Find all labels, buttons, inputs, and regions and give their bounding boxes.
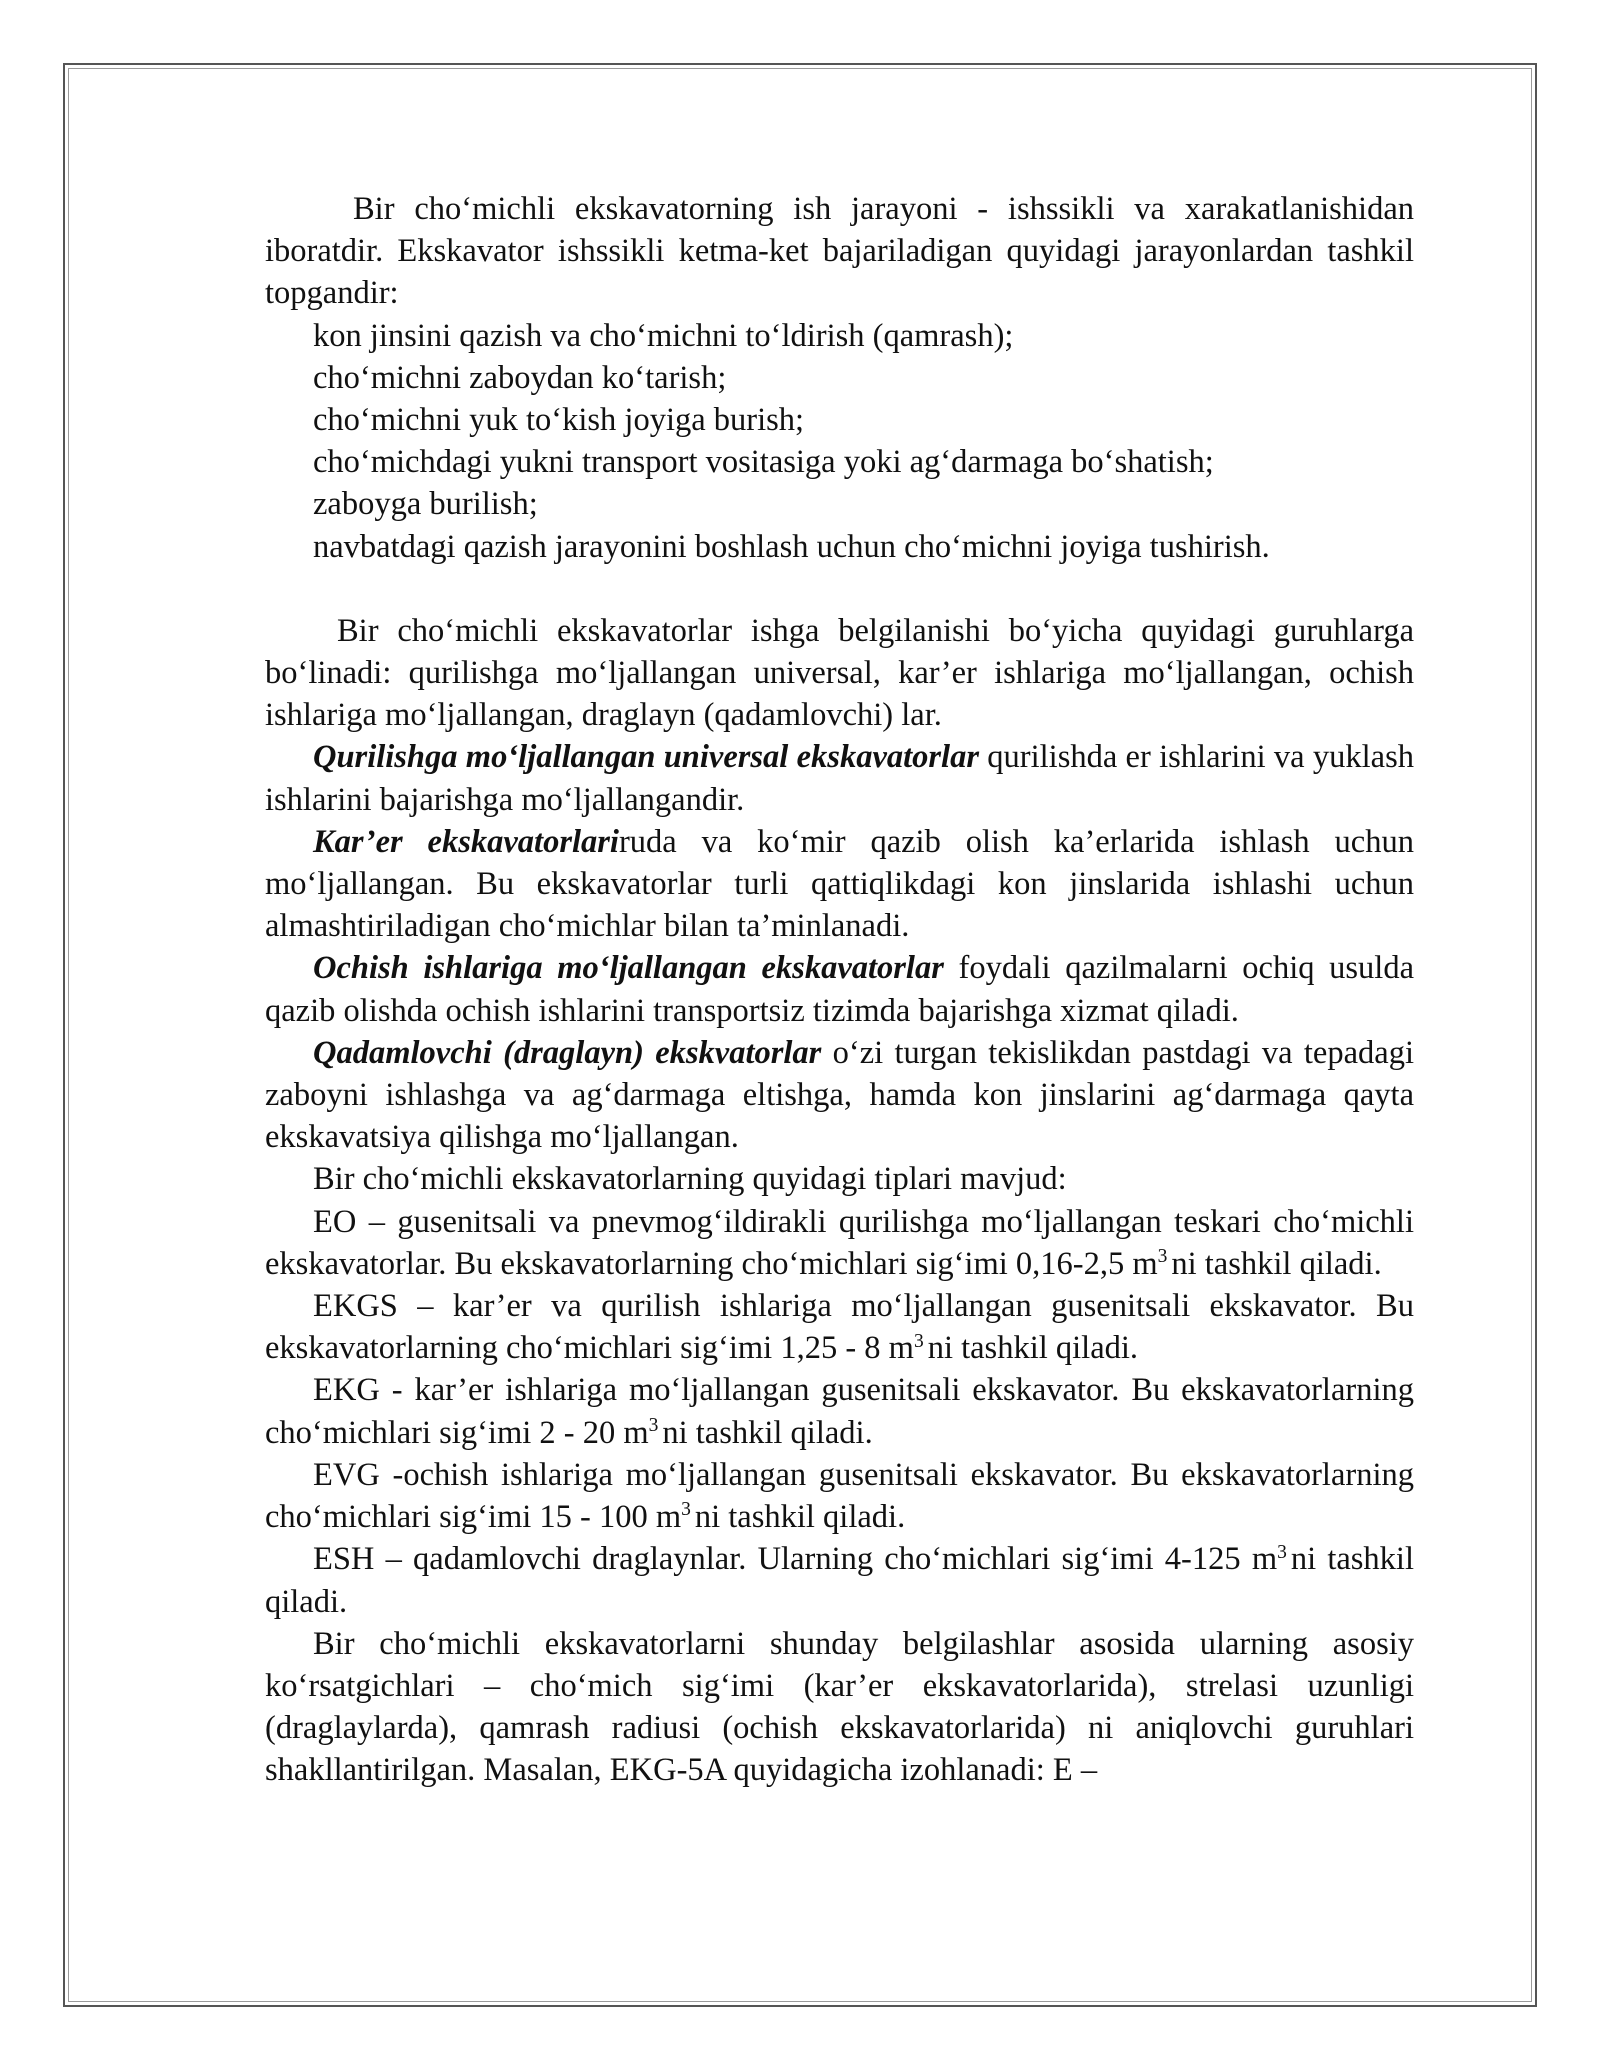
marking-paragraph: Bir cho‘michli ekskavatorlarni shunday belgilashlar asosida ularning asosiy ko‘rsatgichlari – cho‘mich sig‘imi (kar’er ekskavatorlarida), strelasi uzunligi (draglaylarda), qamrash radiusi (ochish ekskavatorlarida) ni aniqlovchi guruhlari shakllantirilgan. Masalan, EKG-5A quyidagicha izohlanadi: E – (265, 1625, 1414, 1789)
type-ekgs-tail: ni tashkil qiladi. (927, 1330, 1139, 1367)
term-qadamlovchi: Qadamlovchi (draglayn) ekskvatorlar (313, 1034, 822, 1071)
ochish-text: foydali qazilmalarni ochiq usulda qazib olishda ochish ishlarini transportsiz tizimda bajarishga xizmat qiladi. (265, 950, 1414, 1029)
karer-paragraph (265, 821, 1414, 948)
process-step: kon jinsini qazish va cho‘michni to‘ldirish (qamrash); (313, 317, 1014, 354)
karer-text: ruda va ko‘mir qazib olish ka’erlarida ishlash uchun mo‘ljallangan. Bu ekskavatorlar turli qattiqlikdagi kon jinslarida ishlashi uchun almashtiriladigan cho‘michlar bilan ta’minlanadi. (265, 823, 1414, 945)
type-esh-paragraph (265, 1538, 1414, 1622)
type-evg-text: EVG -ochish ishlariga mo‘ljallangan gusenitsali ekskavator. Bu ekskavatorlarning cho‘michlari sig‘imi 15 - 100 m (265, 1456, 1414, 1536)
type-ekg-paragraph (265, 1369, 1414, 1453)
type-ekgs-paragraph (265, 1285, 1414, 1369)
type-esh-text: ESH – qadamlovchi draglaynlar. Ularning cho‘michlari sig‘imi 4-125 m (313, 1541, 1278, 1578)
term-universal: Qurilishga mo‘ljallangan universal ekskavatorlar (313, 739, 979, 776)
intro-paragraph: Bir cho‘michli ekskavatorning ish jarayoni - ishssikli va xarakatlanishidan iboratdir. Ekskavator ishssikli ketma-ket bajariladigan quyidagi jarayonlardan tashkil topgandir: (265, 191, 1414, 312)
qadamlovchi-paragraph (265, 1032, 1414, 1159)
ochish-paragraph (265, 947, 1414, 1031)
universal-text: qurilishda er ishlarini va yuklash ishlarini bajarishga mo‘ljallangandir. (265, 739, 1414, 818)
type-esh-tail: ni tashkil qiladi. (265, 1541, 1414, 1620)
paragraph-spacer (265, 568, 1414, 610)
type-eo-paragraph (265, 1201, 1414, 1285)
types-intro-paragraph: Bir cho‘michli ekskavatorlarning quyidagi tiplari mavjud: (313, 1161, 1067, 1198)
type-ekg-text: EKG - kar’er ishlariga mo‘ljallangan gusenitsali ekskavator. Bu ekskavatorlarning cho‘michlari sig‘imi 2 - 20 m (265, 1372, 1414, 1451)
document-body (265, 188, 1414, 1792)
superscript-3: 3 (1157, 1246, 1168, 1268)
groups-paragraph: Bir cho‘michli ekskavatorlar ishga belgilanishi bo‘yicha quyidagi guruhlarga bo‘linadi: qurilishga mo‘ljallangan universal, kar’er ishlariga mo‘ljallangan, ochish ishlariga mo‘ljallangan, draglayn (qadamlovchi) lar. (265, 612, 1414, 734)
process-step: zaboyga burilish; (313, 486, 538, 523)
process-step: cho‘michdagi yukni transport vositasiga yoki ag‘darmaga bo‘shatish; (313, 444, 1214, 481)
process-step: cho‘michni yuk to‘kish joyiga burish; (313, 402, 805, 439)
superscript-3: 3 (913, 1330, 924, 1352)
process-step: cho‘michni zaboydan ko‘tarish; (313, 359, 727, 396)
superscript-3: 3 (1277, 1541, 1287, 1563)
qadamlovchi-text: o‘zi turgan tekislikdan pastdagi va tepadagi zaboyni ishlashga va ag‘darmaga eltishga, hamda kon jinslarini ag‘darmaga qayta ekskavatsiya qilishga mo‘ljallangan. (265, 1034, 1414, 1156)
process-step: navbatdagi qazish jarayonini boshlash uchun cho‘michni joyiga tushirish. (313, 528, 1270, 565)
type-evg-paragraph (265, 1454, 1414, 1538)
universal-paragraph (265, 736, 1414, 820)
type-eo-text: EO – gusenitsali va pnevmog‘ildirakli qurilishga mo‘ljallangan teskari cho‘michli ekskavatorlar. Bu ekskavatorlarning cho‘michlari sig‘imi 0,16-2,5 m (265, 1203, 1414, 1282)
term-karer: Kar’er ekskavatorlari (313, 823, 619, 860)
superscript-3: 3 (681, 1499, 691, 1521)
type-evg-tail: ni tashkil qiladi. (694, 1499, 906, 1536)
term-ochish: Ochish ishlariga mo‘ljallangan ekskavatorlar (313, 950, 944, 987)
type-ekgs-text: EKGS – kar’er va qurilish ishlariga mo‘ljallangan gusenitsali ekskavator. Bu ekskavatorlarning cho‘michlari sig‘imi 1,25 - 8 m (265, 1288, 1414, 1367)
type-ekg-tail: ni tashkil qiladi. (662, 1414, 873, 1451)
type-eo-tail: ni tashkil qiladi. (1171, 1245, 1382, 1282)
superscript-3: 3 (648, 1415, 659, 1436)
